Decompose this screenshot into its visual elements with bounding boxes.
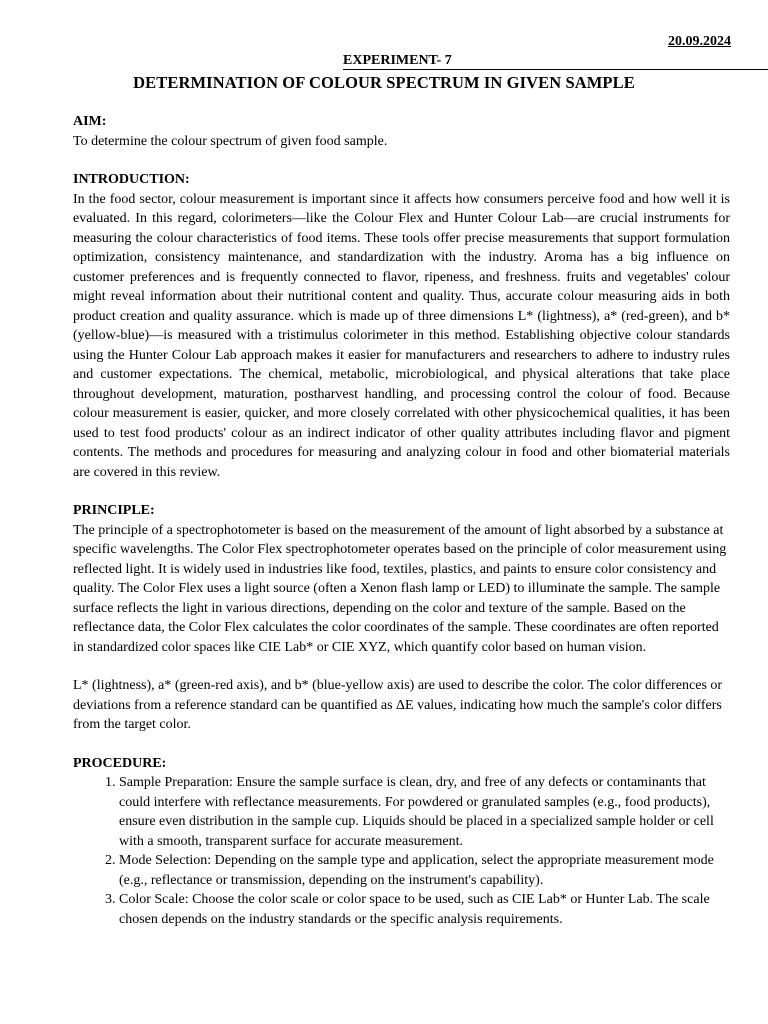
procedure-section [73,754,730,930]
procedure-step: 2. Mode Selection: Depending on the sample type and application, select the appropriate measurement mode (e.g., reflectance or transmission, depending on the instrument's capability). [119,851,730,890]
aim-text: To determine the colour spectrum of given food sample. [73,133,388,149]
principle-text-2: L* (lightness), a* (green-red axis), and b* (blue-yellow axis) are used to describe the color. The color differences or deviations from a reference standard can be quantified as ΔE values, indicating how much the sample's color differs from the target color. [73,678,723,732]
document-date: 20.09.2024 [668,34,731,49]
principle-text: The principle of a spectrophotometer is based on the measurement of the amount of light absorbed by a substance at specific wavelengths. The Color Flex spectrophotometer operates based on the principle of color measurement using reflected light. It is widely used in industries like food, textiles, plastics, and paints to ensure color consistency and quality. The Color Flex uses a light source (often a Xenon flash lamp or LED) to illuminate the sample. The sample surface reflects the light in various directions, depending on the color and texture of the sample. Based on the reflectance data, the Color Flex calculates the color coordinates of the sample. These coordinates are often reported in standardized color spaces like CIE Lab* or CIE XYZ, which quantify color based on human vision. [73,522,727,655]
principle-section [73,501,730,735]
principle-heading: PRINCIPLE: [73,503,155,518]
experiment-header [0,53,768,71]
procedure-step: 1. Sample Preparation: Ensure the sample surface is clean, dry, and free of any defects or contaminants that could interfere with reflectance measurements. For powdered or granulated samples (e.g., food products), ensure even distribution in the sample cup. Liquids should be placed in a specialized sample holder or cell with a smooth, transparent surface for accurate measurement. [119,773,730,851]
header-underline [343,69,768,70]
document-body [73,112,730,929]
experiment-number: EXPERIMENT- 7 [343,53,452,68]
procedure-heading: PROCEDURE: [73,755,167,771]
procedure-list [73,773,730,929]
introduction-text: In the food sector, colour measurement is important since it affects how consumers perceive food and how well it is evaluated. In this regard, colorimeters—like the Colour Flex and Hunter Colour Lab—are crucial instruments for measuring the colour characteristics of food items. These tools offer precise measurements that support formulation optimization, consistency maintenance, and standardization with the industry. Aroma has a big influence on customer preferences and is frequently connected to flavor, ripeness, and freshness. fruits and vegetables' colour might reveal information about their nutritional content and quality. Thus, accurate colour measuring aids in both product creation and quality assurance. which is made up of three dimensions L* (lightness), a* (red-green), and b* (yellow-blue)—is measured with a tristimulus colorimeter in this method. Establishing objective colour standards using the Hunter Colour Lab approach makes it easier for manufacturers and researchers to adhere to industry rules and customer expectations. The chemical, metabolic, microbiological, and physical alterations that take place throughout development, maturation, postharvest handling, and processing control the colour of food. Because colour measurement is easier, quicker, and more closely correlated with other physicochemical qualities, it has been used to test food products' colour as an indirect indicator of other quality attributes including flavor and pigment contents. The methods and procedures for measuring and analyzing colour in food and other biomaterial materials are covered in this review. [73,191,730,480]
aim-section [73,112,730,151]
document-title: DETERMINATION OF COLOUR SPECTRUM IN GIVEN SAMPLE [133,73,635,92]
aim-heading: AIM: [73,114,107,129]
introduction-section [73,170,730,482]
procedure-step: 3. Color Scale: Choose the color scale or color space to be used, such as CIE Lab* or Hunter Lab. The scale chosen depends on the industry standards or the specific analysis requirements. [119,890,730,929]
introduction-heading: INTRODUCTION: [73,172,190,187]
